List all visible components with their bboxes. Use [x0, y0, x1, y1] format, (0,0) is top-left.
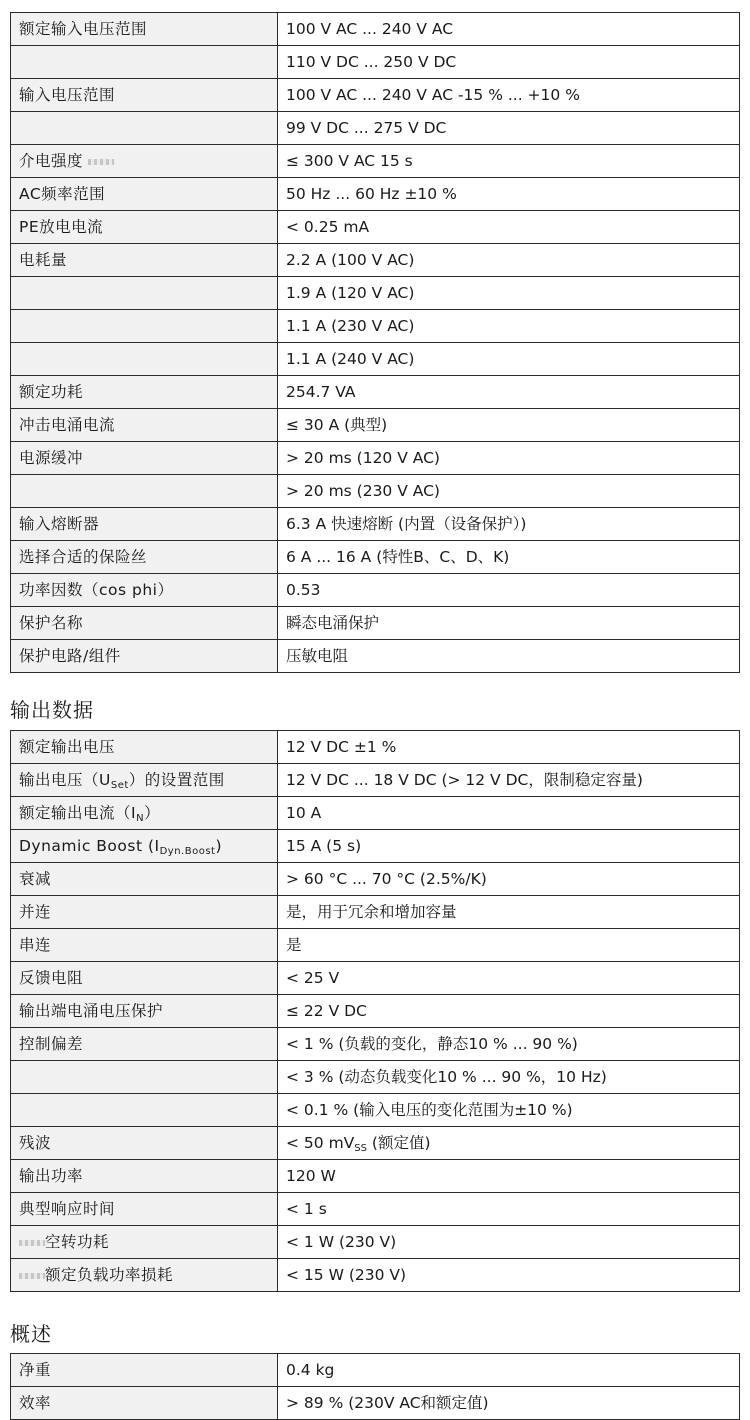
- spec-label: [11, 1094, 278, 1127]
- spec-label: Dynamic Boost (I: [19, 837, 160, 855]
- table-row: [11, 962, 740, 995]
- spec-label: 介电强度: [19, 152, 84, 170]
- spec-value: < 3 % (动态负载变化10 % ... 90 %，10 Hz): [278, 1061, 740, 1094]
- table-row: [11, 343, 740, 376]
- spec-label: 输出功率: [11, 1160, 278, 1193]
- spec-value: ≤ 30 A (典型): [278, 409, 740, 442]
- subscript: Set: [110, 780, 129, 791]
- table-row: [11, 112, 740, 145]
- spec-value: < 1 s: [278, 1193, 740, 1226]
- spec-label-cell: [11, 764, 278, 797]
- table-row: [11, 508, 740, 541]
- spec-label: 并连: [11, 896, 278, 929]
- spec-value: 100 V AC ... 240 V AC -15 % ... +10 %: [278, 79, 740, 112]
- spec-label: 保护名称: [11, 607, 278, 640]
- spec-label: 净重: [11, 1354, 278, 1387]
- spec-label: 额定输入电压范围: [11, 13, 278, 46]
- general-data-table: [10, 1353, 740, 1420]
- table-row: [11, 797, 740, 830]
- spec-label: 反馈电阻: [11, 962, 278, 995]
- spec-label: 电源缓冲: [11, 442, 278, 475]
- table-row: [11, 211, 740, 244]
- spec-value: 10 A: [278, 797, 740, 830]
- spec-label: 额定输出电流（I: [19, 804, 137, 822]
- spec-label: PE放电电流: [11, 211, 278, 244]
- spec-label: 效率: [11, 1387, 278, 1420]
- spec-label: 残波: [11, 1127, 278, 1160]
- spec-label-suffix: ）的设置范围: [128, 771, 225, 789]
- spec-value: 瞬态电涌保护: [278, 607, 740, 640]
- spec-label: 冲击电涌电流: [11, 409, 278, 442]
- table-row: [11, 442, 740, 475]
- redacted-mark: [19, 1240, 45, 1246]
- spec-label: 衰减: [11, 863, 278, 896]
- spec-value: 254.7 VA: [278, 376, 740, 409]
- spec-value: 6 A ... 16 A (特性B、C、D、K): [278, 541, 740, 574]
- spec-value: < 1 % (负载的变化，静态10 % ... 90 %): [278, 1028, 740, 1061]
- spec-value-suffix: (额定值): [366, 1134, 431, 1152]
- table-row: [11, 475, 740, 508]
- table-row: [11, 929, 740, 962]
- spec-value: > 60 °C ... 70 °C (2.5%/K): [278, 863, 740, 896]
- spec-label: 选择合适的保险丝: [11, 541, 278, 574]
- table-row: [11, 830, 740, 863]
- table-row: [11, 310, 740, 343]
- spec-value: 12 V DC ±1 %: [278, 731, 740, 764]
- table-row: [11, 13, 740, 46]
- table-row: [11, 896, 740, 929]
- table-row: [11, 46, 740, 79]
- table-row: [11, 1387, 740, 1420]
- table-row: [11, 731, 740, 764]
- table-row: [11, 1028, 740, 1061]
- table-row: [11, 244, 740, 277]
- spec-value: 99 V DC ... 275 V DC: [278, 112, 740, 145]
- spec-label: 功率因数（cos phi）: [11, 574, 278, 607]
- spec-value: > 89 % (230V AC和额定值): [278, 1387, 740, 1420]
- spec-label: [11, 277, 278, 310]
- spec-value: < 0.25 mA: [278, 211, 740, 244]
- spec-value: ≤ 300 V AC 15 s: [278, 145, 740, 178]
- table-row: [11, 541, 740, 574]
- table-row: [11, 640, 740, 673]
- spec-value: < 0.1 % (输入电压的变化范围为±10 %): [278, 1094, 740, 1127]
- spec-value: < 1 W (230 V): [278, 1226, 740, 1259]
- spec-label-cell: [11, 797, 278, 830]
- table-row: [11, 277, 740, 310]
- spec-label: [11, 46, 278, 79]
- spec-label: 保护电路/组件: [11, 640, 278, 673]
- spec-label: AC频率范围: [11, 178, 278, 211]
- table-row: [11, 409, 740, 442]
- spec-label: 额定负载功率损耗: [45, 1266, 174, 1284]
- spec-value: 6.3 A 快速熔断 (内置（设备保护）): [278, 508, 740, 541]
- redacted-mark: [19, 1273, 45, 1279]
- table-row: [11, 764, 740, 797]
- spec-label: 输入电压范围: [11, 79, 278, 112]
- table-row: [11, 607, 740, 640]
- spec-label: 输出电压（U: [19, 771, 111, 789]
- table-row: [11, 1160, 740, 1193]
- table-row: [11, 995, 740, 1028]
- table-row: [11, 145, 740, 178]
- spec-label-suffix: ）: [144, 804, 161, 822]
- subscript: N: [136, 813, 145, 824]
- input-data-table: [10, 12, 740, 673]
- spec-label: [11, 343, 278, 376]
- spec-value: 0.53: [278, 574, 740, 607]
- spec-label: 典型响应时间: [11, 1193, 278, 1226]
- spec-label: 额定输出电压: [11, 731, 278, 764]
- spec-label: 电耗量: [11, 244, 278, 277]
- spec-label-cell: [11, 1226, 278, 1259]
- spec-label: 串连: [11, 929, 278, 962]
- section-title-output-data: 输出数据: [10, 698, 94, 722]
- table-row: [11, 1127, 740, 1160]
- spec-value: 是: [278, 929, 740, 962]
- table-row: [11, 376, 740, 409]
- table-row: [11, 178, 740, 211]
- spec-value: > 20 ms (120 V AC): [278, 442, 740, 475]
- table-row: [11, 79, 740, 112]
- spec-value: 15 A (5 s): [278, 830, 740, 863]
- spec-value: 110 V DC ... 250 V DC: [278, 46, 740, 79]
- spec-label: [11, 1061, 278, 1094]
- spec-label-cell: [11, 145, 278, 178]
- spec-label: [11, 112, 278, 145]
- spec-label: 输出端电涌电压保护: [11, 995, 278, 1028]
- spec-label: 空转功耗: [45, 1233, 110, 1251]
- spec-value: 0.4 kg: [278, 1354, 740, 1387]
- spec-value: 50 Hz ... 60 Hz ±10 %: [278, 178, 740, 211]
- spec-value: 压敏电阻: [278, 640, 740, 673]
- spec-value: 1.1 A (240 V AC): [278, 343, 740, 376]
- spec-label-cell: [11, 830, 278, 863]
- table-row: [11, 1259, 740, 1292]
- spec-value-cell: [278, 1127, 740, 1160]
- spec-value: < 25 V: [278, 962, 740, 995]
- spec-value: < 15 W (230 V): [278, 1259, 740, 1292]
- subscript: Dyn.Boost: [159, 846, 216, 857]
- spec-label: [11, 310, 278, 343]
- table-row: [11, 574, 740, 607]
- spec-value: 2.2 A (100 V AC): [278, 244, 740, 277]
- spec-label: [11, 475, 278, 508]
- section-title-general: 概述: [10, 1322, 52, 1346]
- table-row: [11, 1094, 740, 1127]
- spec-value: 1.9 A (120 V AC): [278, 277, 740, 310]
- spec-value: 100 V AC ... 240 V AC: [278, 13, 740, 46]
- table-row: [11, 1061, 740, 1094]
- spec-value: > 20 ms (230 V AC): [278, 475, 740, 508]
- table-row: [11, 1193, 740, 1226]
- redacted-mark: [88, 159, 114, 165]
- table-row: [11, 863, 740, 896]
- spec-value: < 50 mV: [286, 1134, 355, 1152]
- spec-label-cell: [11, 1259, 278, 1292]
- spec-value: 12 V DC ... 18 V DC (> 12 V DC，限制稳定容量): [278, 764, 740, 797]
- subscript: SS: [354, 1143, 367, 1154]
- spec-label: 控制偏差: [11, 1028, 278, 1061]
- spec-value: ≤ 22 V DC: [278, 995, 740, 1028]
- output-data-table: [10, 730, 740, 1292]
- spec-label: 输入熔断器: [11, 508, 278, 541]
- spec-value: 是，用于冗余和增加容量: [278, 896, 740, 929]
- table-row: [11, 1226, 740, 1259]
- table-row: [11, 1354, 740, 1387]
- spec-value: 120 W: [278, 1160, 740, 1193]
- spec-value: 1.1 A (230 V AC): [278, 310, 740, 343]
- spec-label-suffix: ): [215, 837, 223, 855]
- spec-label: 额定功耗: [11, 376, 278, 409]
